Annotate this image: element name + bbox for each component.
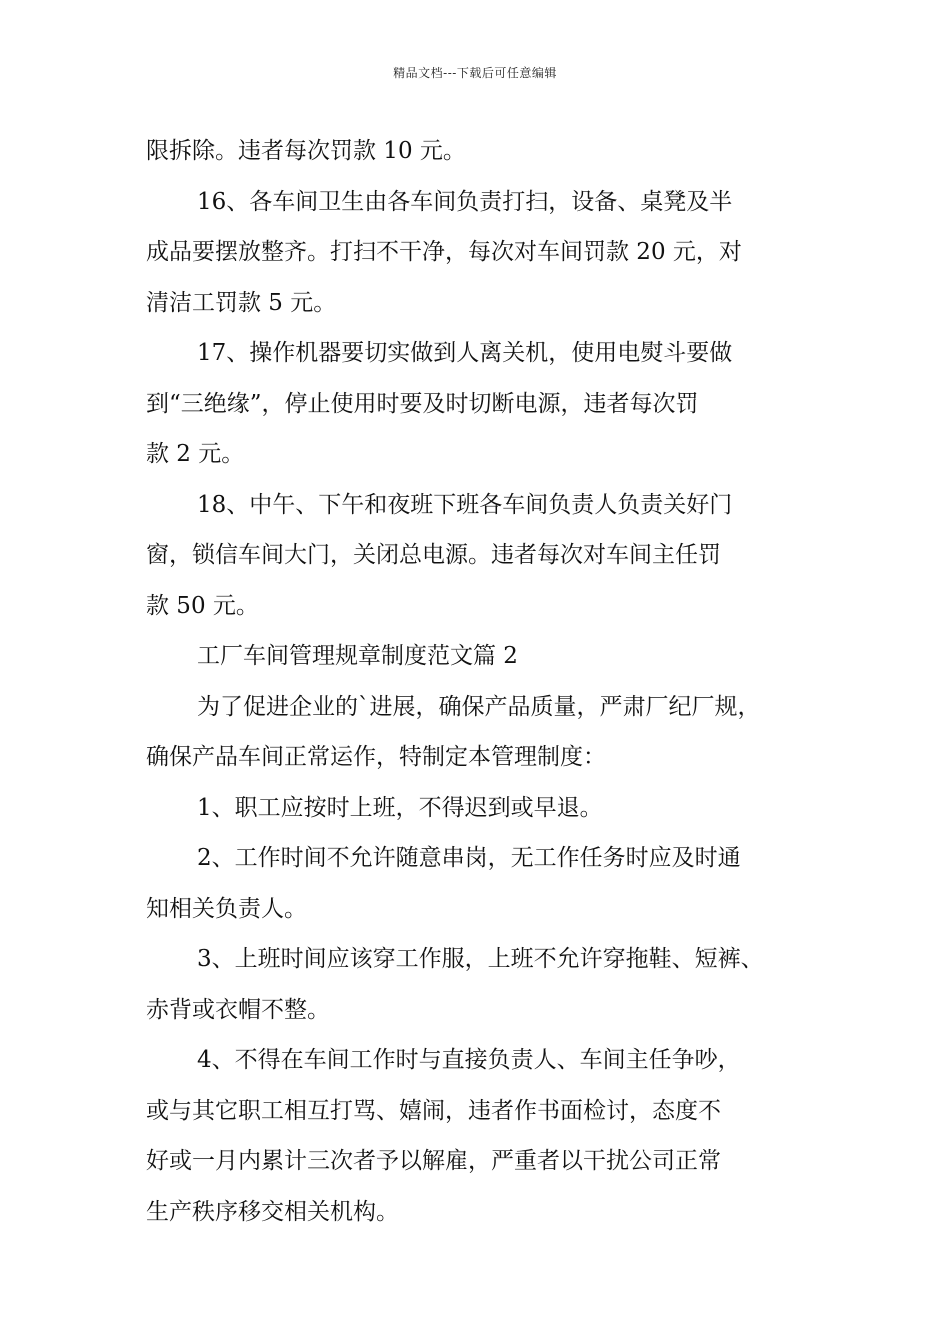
text-line: 知相关负责人。 bbox=[146, 895, 307, 922]
text-line: 4、不得在车间工作时与直接负责人、车间主任争吵， bbox=[197, 1047, 741, 1073]
text-line: 好或一月内累计三次者予以解雇，严重者以干扰公司正常 bbox=[146, 1148, 721, 1174]
text-line: 1、职工应按时上班，不得迟到或早退。 bbox=[197, 794, 603, 821]
text-line: 确保产品车间正常运作，特制定本管理制度： bbox=[146, 744, 606, 770]
text-line: 2、工作时间不允许随意串岗，无工作任务时应及时通 bbox=[197, 845, 741, 871]
text-line: 到“三绝缘”，停止使用时要及时切断电源，违者每次罚 bbox=[146, 390, 699, 417]
text-line: 3、上班时间应该穿工作服，上班不允许穿拖鞋、短裤、 bbox=[197, 946, 764, 972]
text-line: 或与其它职工相互打骂、嬉闹，违者作书面检讨，态度不 bbox=[146, 1097, 721, 1124]
text-line: 窗，锁信车间大门，关闭总电源。违者每次对车间主任罚 bbox=[146, 542, 721, 568]
text-line: 成品要摆放整齐。打扫不干净，每次对车间罚款 20 元，对 bbox=[146, 239, 742, 265]
page-header: 精品文档---下载后可任意编辑 bbox=[393, 66, 557, 80]
text-line: 款 50 元。 bbox=[146, 592, 259, 619]
text-line: 17、操作机器要切实做到人离关机，使用电熨斗要做 bbox=[197, 340, 733, 366]
text-line: 18、中午、下午和夜班下班各车间负责人负责关好门 bbox=[197, 491, 733, 518]
text-line: 工厂车间管理规章制度范文篇 2 bbox=[197, 643, 518, 669]
text-line: 款 2 元。 bbox=[146, 441, 245, 467]
text-line: 16、各车间卫生由各车间负责打扫，设备、桌凳及半 bbox=[197, 188, 733, 215]
text-line: 为了促进企业的`进展，确保产品质量，严肃厂纪厂规， bbox=[197, 693, 761, 720]
text-line: 赤背或衣帽不整。 bbox=[146, 996, 330, 1023]
text-line: 清洁工罚款 5 元。 bbox=[146, 289, 337, 316]
text-line: 限拆除。违者每次罚款 10 元。 bbox=[146, 138, 466, 164]
document-body bbox=[146, 126, 836, 1237]
text-line: 生产秩序移交相关机构。 bbox=[146, 1198, 399, 1225]
